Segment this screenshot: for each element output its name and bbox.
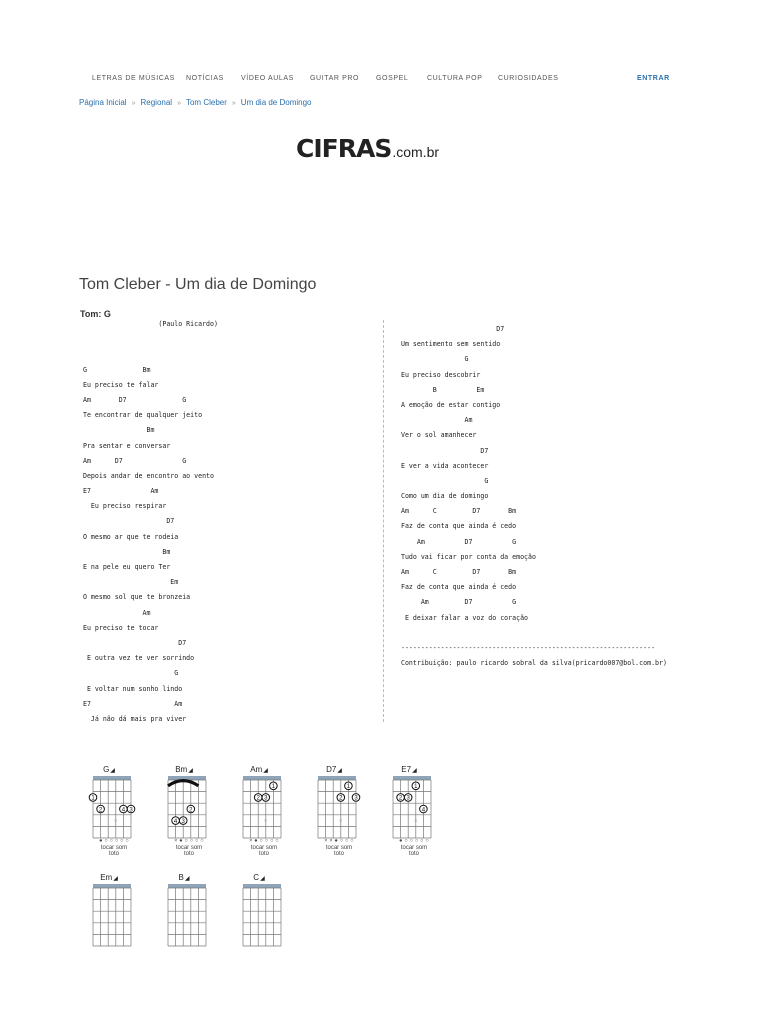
- lyric-line: Am D7 G: [79, 395, 187, 404]
- lyric-line: Já não dá mais pra viver: [79, 714, 187, 723]
- lyric-line: Um sentimento sem sentido: [397, 340, 501, 349]
- lyric-line: O mesmo ar que te rodeia: [79, 532, 179, 541]
- lyric-line: Depois andar de encontro ao vento: [79, 471, 214, 480]
- lyric-line: E outra vez te ver sorrindo: [79, 654, 195, 663]
- nav-noticias[interactable]: NOTÍCIAS: [186, 75, 224, 82]
- song-key: [80, 309, 111, 319]
- variation-icon[interactable]: ◢: [184, 876, 190, 882]
- finger-number: 3: [354, 795, 358, 802]
- fretboard: [167, 774, 207, 840]
- lyric-line: Bm: [79, 547, 171, 556]
- finger-number: 2: [189, 807, 193, 814]
- chord-name-text: G: [103, 765, 110, 774]
- chord-name-text: D7: [326, 765, 337, 774]
- variation-icon[interactable]: ◢: [188, 768, 193, 774]
- fretboard: [92, 882, 132, 948]
- nut: [93, 884, 131, 888]
- lyric-line: Am D7 G: [397, 537, 517, 546]
- chord-am[interactable]: [230, 762, 290, 862]
- column-divider: [383, 320, 384, 722]
- lyric-line: G: [79, 669, 179, 678]
- lyric-line: Como um dia de domingo: [397, 492, 489, 501]
- lyric-line: Pra sentar e conversar: [79, 441, 171, 450]
- chord-name-text: Em: [100, 873, 113, 882]
- finger-number: 4: [173, 818, 178, 825]
- lyric-line: Tudo vai ficar por conta da emoção: [397, 552, 536, 561]
- lyric-line: E na pele eu quero Ter: [79, 563, 171, 571]
- breadcrumb-song[interactable]: Um dia de Domingo: [240, 98, 312, 107]
- nut: [393, 776, 431, 780]
- breadcrumb-artist[interactable]: Tom Cleber: [185, 98, 227, 107]
- nav-cultura-pop[interactable]: CULTURA POP: [427, 75, 483, 82]
- nut: [93, 776, 131, 780]
- finger-number: 1: [414, 784, 418, 791]
- play-sound-label[interactable]: tocar som toto: [325, 844, 353, 857]
- breadcrumb-home[interactable]: Página Inicial: [79, 98, 127, 107]
- lyric-line: Bm: [79, 426, 155, 435]
- finger-number: 2: [339, 795, 343, 802]
- chord-diagrams: [80, 762, 460, 952]
- finger-number: 1: [91, 795, 95, 802]
- lyric-line: Eu preciso te tocar: [79, 623, 159, 632]
- chord-name-text: B: [178, 873, 184, 882]
- logo-text: CIFRAS: [296, 134, 392, 163]
- finger-number: 1: [346, 784, 351, 791]
- lyric-line: D7: [397, 325, 505, 333]
- lyrics-right-column: [397, 326, 697, 675]
- chord-footer: [313, 838, 365, 858]
- nut: [243, 884, 281, 888]
- login-link[interactable]: ENTRAR: [637, 75, 670, 82]
- open-string-marker: o: [264, 817, 268, 824]
- string-selector[interactable]: ● ○ ○ ○ ○ ○: [99, 838, 129, 844]
- open-string-marker: o: [414, 817, 418, 824]
- chord-footer: [163, 838, 215, 858]
- chord-name: [230, 873, 288, 882]
- chord-name: [230, 765, 288, 774]
- lyric-line: D7: [397, 446, 489, 455]
- variation-icon[interactable]: ◢: [263, 768, 268, 774]
- lyric-line: ----------------------------------------------------------------: [397, 643, 656, 652]
- lyric-line: D7: [79, 638, 187, 647]
- variation-icon[interactable]: ◢: [110, 768, 115, 774]
- breadcrumb-separator: »: [177, 100, 181, 107]
- chord-name: [155, 765, 213, 774]
- chord-footer: [238, 838, 290, 858]
- chord-b[interactable]: [155, 870, 215, 970]
- fretboard: [392, 774, 432, 840]
- lyric-line: O mesmo sol que te bronzeia: [79, 593, 191, 602]
- finger-number: 3: [181, 818, 185, 825]
- lyric-line: Eu preciso descobrir: [397, 370, 481, 379]
- lyric-line: Em: [79, 578, 179, 587]
- lyric-line: G: [397, 476, 489, 485]
- lyric-line: E7 Am: [79, 487, 159, 496]
- fretboard: [92, 774, 132, 840]
- string-selector[interactable]: × ● ○ ○ ○ ○: [249, 838, 279, 844]
- string-selector[interactable]: ● ○ ○ ○ ○ ○: [399, 838, 429, 844]
- lyric-line: (Paulo Ricardo): [79, 320, 218, 328]
- lyric-line: G Bm: [79, 365, 151, 374]
- finger-number: 2: [98, 807, 103, 814]
- string-selector[interactable]: × ● ○ ○ ○ ○: [174, 838, 204, 844]
- fretboard: [242, 882, 282, 948]
- variation-icon[interactable]: ◢: [260, 876, 265, 882]
- finger-number: 3: [129, 807, 133, 814]
- chord-d7[interactable]: [305, 762, 365, 862]
- lyric-line: E ver a vida acontecer: [397, 461, 489, 470]
- lyric-line: Faz de conta que ainda é cedo: [397, 522, 517, 531]
- chord-name-text: E7: [401, 765, 412, 774]
- lyric-line: [79, 336, 379, 351]
- breadcrumb-separator: »: [231, 100, 236, 107]
- chord-bm[interactable]: [155, 762, 215, 862]
- key-value[interactable]: G: [103, 309, 111, 319]
- lyric-line: Am C D7 Bm: [397, 507, 517, 516]
- lyric-line: [79, 351, 379, 366]
- lyric-line: B Em: [397, 385, 485, 394]
- lyrics-left-column: [79, 321, 379, 731]
- finger-number: 2: [398, 795, 403, 802]
- variation-icon[interactable]: ◢: [337, 768, 342, 774]
- lyric-line: Am: [79, 608, 151, 617]
- chord-name: [80, 873, 138, 882]
- nav-guitar-pro[interactable]: GUITAR PRO: [310, 75, 360, 82]
- nav-curiosidades[interactable]: CURIOSIDADES: [498, 75, 559, 82]
- lyric-line: D7: [79, 517, 175, 526]
- breadcrumb: [79, 98, 312, 107]
- fretboard: [242, 774, 282, 840]
- lyric-line: Ver o sol amanhecer: [397, 431, 477, 440]
- lyric-line: E voltar num sonho lindo: [79, 684, 183, 693]
- lyric-line: Te encontrar de qualquer jeito: [79, 411, 203, 420]
- nav-letras[interactable]: LETRAS DE MÚSICAS: [92, 75, 175, 82]
- lyric-line: E7 Am: [79, 699, 183, 708]
- chord-name-text: C: [253, 873, 260, 882]
- finger-number: 4: [421, 807, 426, 814]
- variation-icon[interactable]: ◢: [412, 768, 417, 774]
- chord-name: [155, 873, 213, 882]
- nav-gospel[interactable]: GOSPEL: [376, 75, 409, 82]
- chord-em[interactable]: [80, 870, 140, 970]
- chord-c[interactable]: [230, 870, 290, 970]
- song-title: Tom Cleber - Um dia de Domingo: [79, 276, 317, 293]
- play-sound-label[interactable]: tocar som toto: [100, 844, 128, 857]
- finger-number: 1: [271, 784, 276, 791]
- finger-number: 3: [264, 795, 268, 802]
- nut: [318, 776, 356, 780]
- variation-icon[interactable]: ◢: [113, 876, 118, 882]
- open-string-marker: o: [339, 817, 343, 824]
- finger-number: 4: [121, 807, 126, 814]
- breadcrumb-separator: »: [131, 100, 136, 107]
- nav-video-aulas[interactable]: VÍDEO AULAS: [241, 75, 294, 82]
- lyric-line: Am D7 G: [397, 598, 517, 607]
- chord-name: [305, 765, 363, 774]
- chord-e7[interactable]: [380, 762, 440, 862]
- string-selector[interactable]: × × ● ○ ○ ○: [324, 838, 354, 844]
- fretboard: [167, 882, 207, 948]
- open-string-marker: o: [114, 817, 118, 824]
- lyric-line: [397, 630, 697, 645]
- chord-name: [380, 765, 438, 774]
- chord-footer: [388, 838, 440, 858]
- logo-suffix: .com.br: [392, 144, 440, 160]
- breadcrumb-genre[interactable]: Regional: [140, 98, 173, 107]
- chord-g[interactable]: [80, 762, 140, 862]
- play-sound-label[interactable]: tocar som toto: [400, 844, 428, 857]
- play-sound-label[interactable]: tocar som toto: [250, 844, 278, 857]
- lyric-line: Eu preciso te falar: [79, 380, 159, 389]
- chord-name: [80, 765, 138, 774]
- play-sound-label[interactable]: tocar som toto: [175, 844, 203, 857]
- lyric-line: Am: [397, 416, 473, 425]
- nut: [168, 884, 206, 888]
- lyric-line: A emoção de estar contigo: [397, 400, 501, 409]
- site-logo[interactable]: [296, 134, 439, 163]
- lyric-line: Contribuição: paulo ricardo sobral da silva(pricardo007@bol.com.br): [397, 659, 667, 668]
- lyric-line: Am D7 G: [79, 456, 187, 465]
- lyric-line: Eu preciso respirar: [79, 502, 167, 511]
- chord-footer: [88, 838, 140, 858]
- lyric-line: Am C D7 Bm: [397, 568, 517, 576]
- nut: [243, 776, 281, 780]
- lyric-line: G: [397, 355, 469, 364]
- finger-number: 2: [256, 795, 260, 802]
- lyric-line: E deixar falar a voz do coração: [397, 613, 529, 622]
- fretboard: [317, 774, 357, 840]
- chord-name-text: Bm: [175, 765, 188, 774]
- finger-number: 3: [406, 795, 410, 802]
- top-nav: [92, 75, 692, 87]
- chord-name-text: Am: [250, 765, 263, 774]
- key-label: Tom:: [80, 309, 102, 319]
- lyric-line: Faz de conta que ainda é cedo: [397, 583, 517, 592]
